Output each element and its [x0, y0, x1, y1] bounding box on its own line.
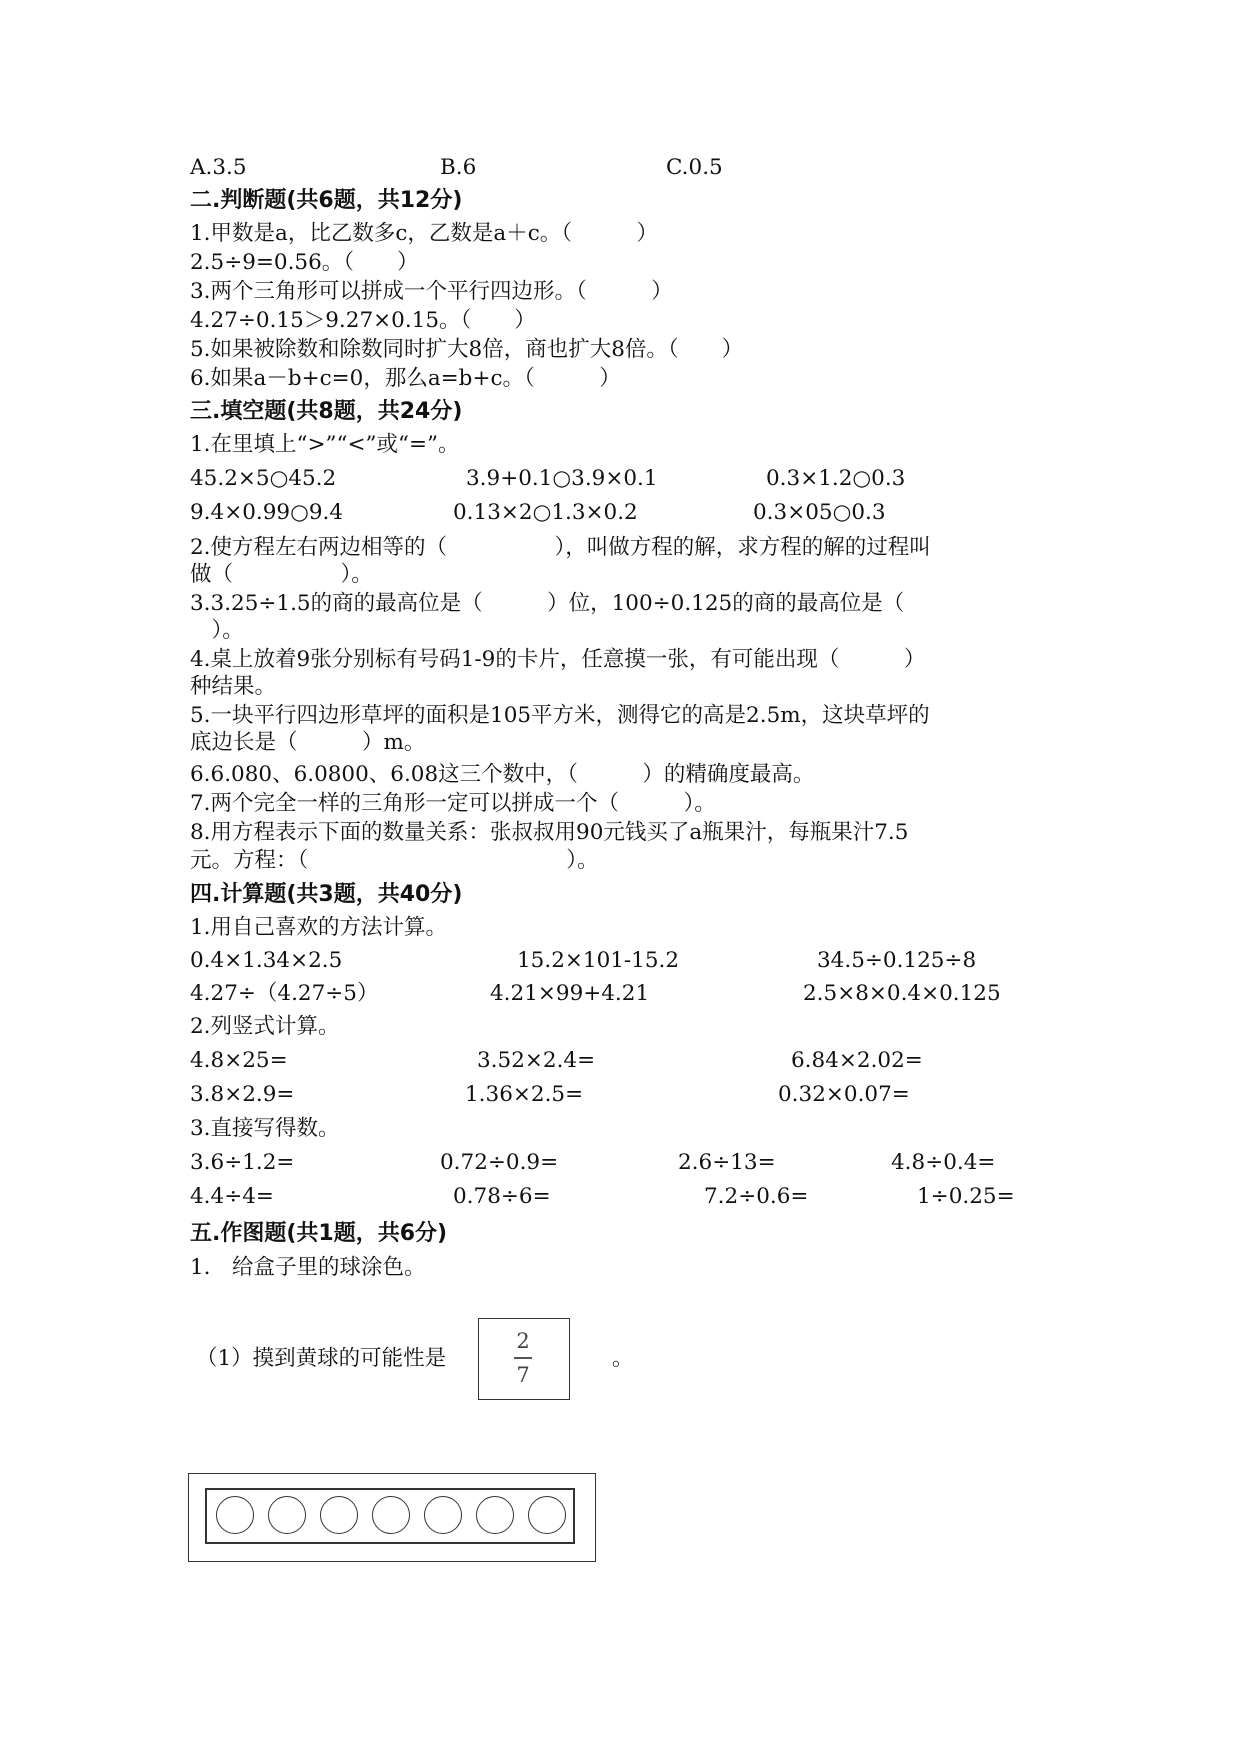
fill-q8-line2: 元。方程：（ ）。: [190, 848, 599, 873]
judge-item-4: 4.27÷0.15＞9.27×0.15。（ ）: [190, 308, 536, 333]
vertical-1-1: 4.8×25=: [190, 1048, 288, 1073]
direct-1-3: 2.6÷13=: [678, 1150, 776, 1175]
fraction-two-sevenths: [509, 1327, 537, 1389]
probability-end: 。: [612, 1346, 634, 1371]
direct-2-2: 0.78÷6=: [453, 1184, 551, 1209]
vertical-2-1: 3.8×2.9=: [190, 1082, 295, 1107]
ball-3[interactable]: [320, 1496, 358, 1534]
fill-q7: 7.两个完全一样的三角形一定可以拼成一个（ ）。: [190, 791, 716, 816]
judge-item-6: 6.如果a－b+c=0，那么a=b+c。（ ）: [190, 366, 621, 391]
fill-q5-line1: 5.一块平行四边形草坪的面积是105平方米，测得它的高是2.5m，这块草坪的: [190, 703, 930, 728]
fill-q5-line2: 底边长是（ ）m。: [190, 730, 426, 755]
fill-q1-prompt: 1.在里填上“>”“<”或“=”。: [190, 432, 460, 457]
ball-box-inner: [205, 1488, 575, 1544]
compare-2-2: 0.13×2○1.3×0.2: [453, 500, 638, 525]
calc-q2-prompt: 2.列竖式计算。: [190, 1014, 340, 1039]
option-c: C.0.5: [666, 155, 723, 180]
compare-1-2: 3.9+0.1○3.9×0.1: [466, 466, 658, 491]
compare-2-1: 9.4×0.99○9.4: [190, 500, 344, 525]
ball-box: [188, 1473, 596, 1562]
ball-7[interactable]: [528, 1496, 566, 1534]
fill-q6: 6.6.080、6.0800、6.08这三个数中，（ ）的精确度最高。: [190, 762, 815, 787]
compare-2-3: 0.3×05○0.3: [753, 500, 886, 525]
judge-item-3: 3.两个三角形可以拼成一个平行四边形。（ ）: [190, 279, 673, 304]
probability-label: （1）摸到黄球的可能性是: [196, 1346, 447, 1371]
ball-5[interactable]: [424, 1496, 462, 1534]
judge-item-5: 5.如果被除数和除数同时扩大8倍，商也扩大8倍。（ ）: [190, 337, 744, 362]
fill-q4-line1: 4.桌上放着9张分别标有号码1-9的卡片，任意摸一张，有可能出现（ ）: [190, 647, 926, 672]
section3-heading: 三.填空题(共8题，共24分): [190, 399, 463, 424]
draw-q1: 1. 给盒子里的球涂色。: [190, 1255, 426, 1280]
section2-heading: 二.判断题(共6题，共12分): [190, 188, 463, 213]
fill-q2-line1: 2.使方程左右两边相等的（ ），叫做方程的解，求方程的解的过程叫: [190, 535, 931, 560]
direct-2-1: 4.4÷4=: [190, 1184, 274, 1209]
calc-2-2: 4.21×99+4.21: [490, 981, 650, 1006]
direct-1-2: 0.72÷0.9=: [440, 1150, 559, 1175]
fill-q3-line2: ）。: [190, 618, 244, 643]
calc-2-1: 4.27÷（4.27÷5）: [190, 981, 379, 1006]
section4-heading: 四.计算题(共3题，共40分): [190, 882, 463, 907]
judge-item-2: 2.5÷9=0.56。（ ）: [190, 250, 419, 275]
compare-1-1: 45.2×5○45.2: [190, 466, 337, 491]
fill-q4-line2: 种结果。: [190, 674, 277, 699]
vertical-2-3: 0.32×0.07=: [778, 1082, 910, 1107]
fraction-numerator: 2: [516, 1329, 530, 1353]
ball-1[interactable]: [216, 1496, 254, 1534]
direct-2-3: 7.2÷0.6=: [704, 1184, 809, 1209]
ball-4[interactable]: [372, 1496, 410, 1534]
probability-fraction-box: [478, 1318, 570, 1400]
fraction-denominator: 7: [516, 1363, 530, 1387]
judge-item-1: 1.甲数是a，比乙数多c，乙数是a＋c。（ ）: [190, 221, 658, 246]
fraction-bar: [514, 1357, 532, 1359]
fill-q3-line1: 3.3.25÷1.5的商的最高位是（ ）位，100÷0.125的商的最高位是（: [190, 591, 905, 616]
vertical-1-3: 6.84×2.02=: [791, 1048, 923, 1073]
calc-1-2: 15.2×101-15.2: [517, 948, 680, 973]
compare-1-3: 0.3×1.2○0.3: [766, 466, 906, 491]
direct-2-4: 1÷0.25=: [917, 1184, 1015, 1209]
calc-1-3: 34.5÷0.125÷8: [817, 948, 977, 973]
option-b: B.6: [440, 155, 477, 180]
option-a: A.3.5: [190, 155, 247, 180]
fill-q8-line1: 8.用方程表示下面的数量关系：张叔叔用90元钱买了a瓶果汁，每瓶果汁7.5: [190, 820, 909, 845]
calc-2-3: 2.5×8×0.4×0.125: [803, 981, 1001, 1006]
fill-q2-line2: 做（ ）。: [190, 562, 373, 587]
vertical-2-2: 1.36×2.5=: [465, 1082, 584, 1107]
vertical-1-2: 3.52×2.4=: [477, 1048, 596, 1073]
direct-1-1: 3.6÷1.2=: [190, 1150, 295, 1175]
calc-q3-prompt: 3.直接写得数。: [190, 1116, 340, 1141]
section5-heading: 五.作图题(共1题，共6分): [190, 1221, 448, 1246]
ball-2[interactable]: [268, 1496, 306, 1534]
direct-1-4: 4.8÷0.4=: [891, 1150, 996, 1175]
calc-q1-prompt: 1.用自己喜欢的方法计算。: [190, 915, 448, 940]
ball-6[interactable]: [476, 1496, 514, 1534]
calc-1-1: 0.4×1.34×2.5: [190, 948, 343, 973]
